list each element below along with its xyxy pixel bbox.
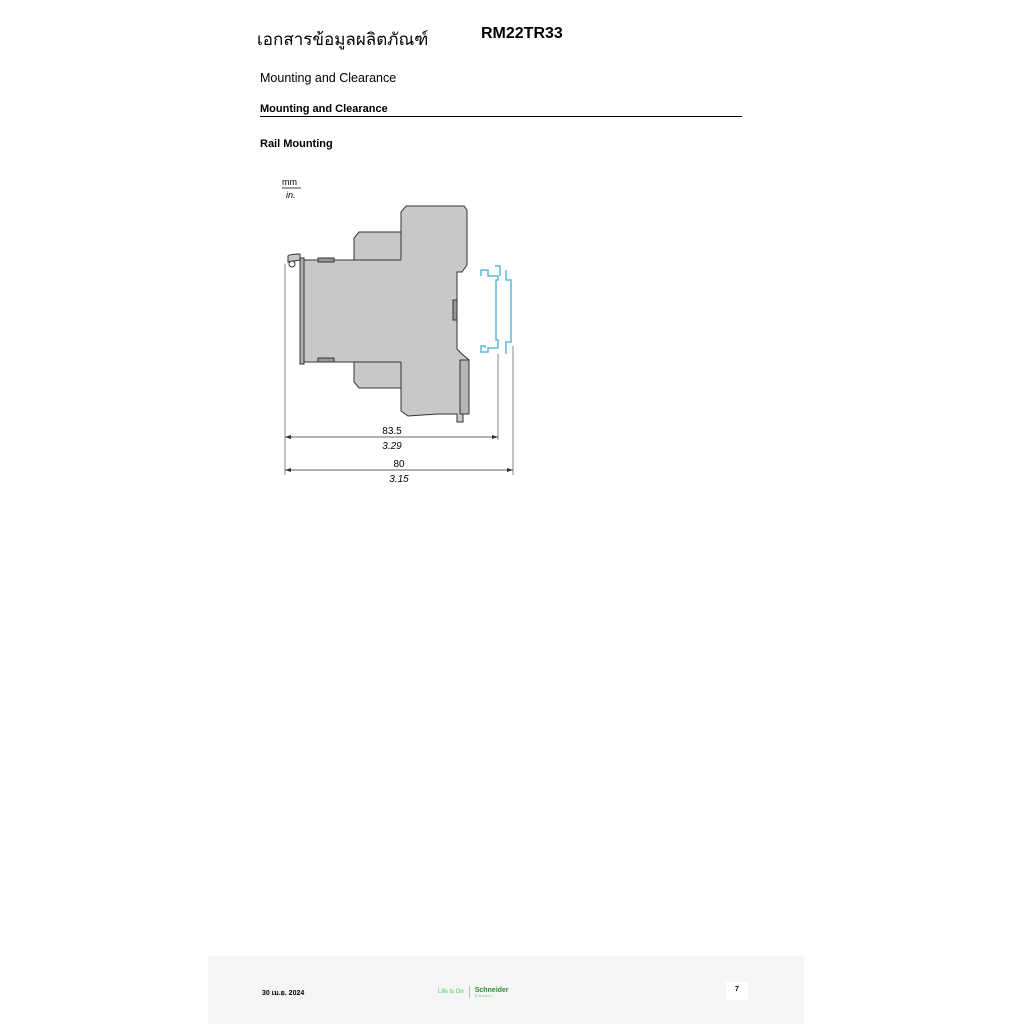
brand-name xyxy=(475,987,509,998)
dimension-2-in: 3.15 xyxy=(389,474,409,485)
document-title: เอกสารข้อมูลผลิตภัณฑ์ xyxy=(257,30,429,49)
tagline-text: Life Is On xyxy=(438,989,464,995)
units-in-label: in. xyxy=(286,190,296,200)
page-number-box xyxy=(726,982,748,1000)
brand-separator xyxy=(469,986,470,998)
product-reference: RM22TR33 xyxy=(481,25,563,42)
dimension-1-mm: 83.5 xyxy=(382,426,402,437)
heading-rule xyxy=(260,116,742,117)
dimension-1-in: 3.29 xyxy=(382,441,402,452)
dimension-80 xyxy=(285,459,513,485)
dimension-2-mm: 80 xyxy=(393,459,405,470)
page-footer xyxy=(208,956,804,1024)
relay-body xyxy=(288,206,469,422)
dimension-83-5 xyxy=(285,426,498,452)
brand-subtext: Electric xyxy=(474,993,493,998)
page-number: 7 xyxy=(735,986,739,993)
sub-section-heading: Mounting and Clearance xyxy=(260,103,388,115)
rail-mounting-drawing xyxy=(270,170,530,490)
brand-name-text: Schneider xyxy=(474,986,509,994)
brand-logo xyxy=(438,985,509,999)
section-heading: Mounting and Clearance xyxy=(260,71,397,85)
din-rail xyxy=(481,266,511,354)
units-mm-label: mm xyxy=(282,177,297,187)
footer-date: 30 เม.ย. 2024 xyxy=(262,990,305,997)
rail-mounting-title: Rail Mounting xyxy=(260,138,333,150)
